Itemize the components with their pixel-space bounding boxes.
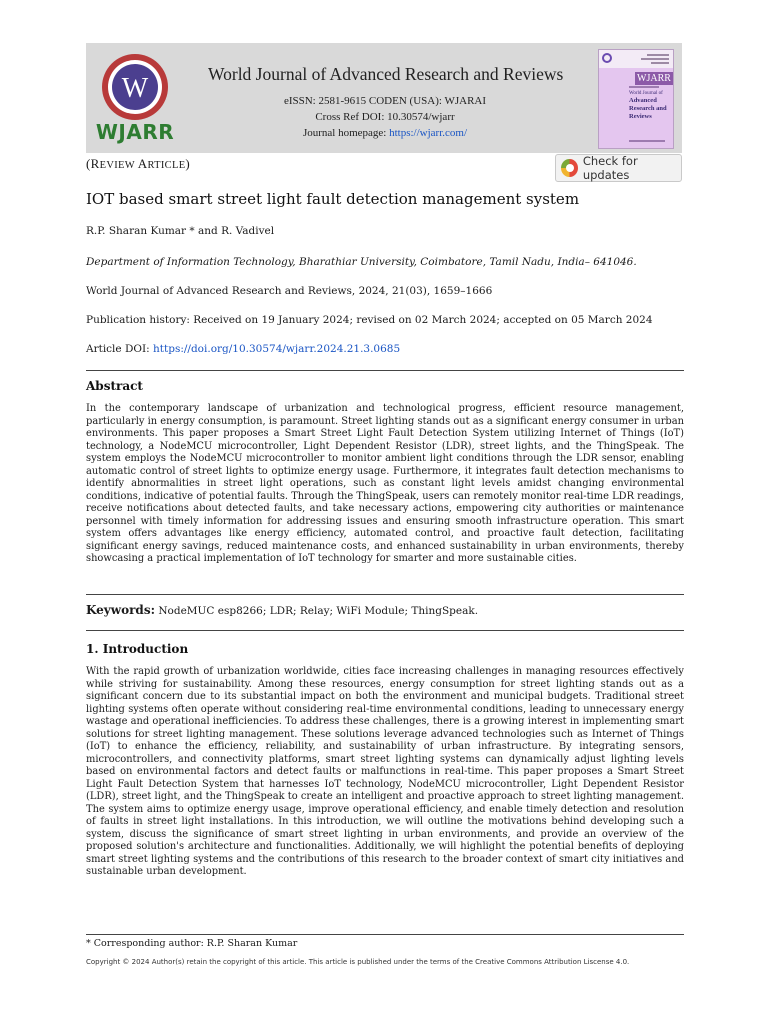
article-type-cap: A	[137, 156, 148, 171]
homepage-line	[200, 127, 570, 139]
eissn-line: eISSN: 2581-9615 CODEN (USA): WJARAI	[283, 95, 487, 107]
affiliation: Department of Information Technology, Bharathiar University, Coimbatore, Tamil Nadu, India– 641046.	[86, 256, 637, 268]
divider	[86, 594, 684, 595]
journal-logo	[95, 52, 175, 148]
article-type-rest: RTICLE	[147, 160, 186, 171]
cover-line	[629, 86, 659, 88]
publication-history: Publication history: Received on 19 January 2024; revised on 02 March 2024; accepted on 05 March 2024	[86, 314, 653, 326]
introduction-heading: 1. Introduction	[86, 642, 189, 656]
homepage-label: Journal homepage:	[302, 127, 390, 139]
divider	[86, 370, 684, 371]
cover-title-line: Research and	[629, 105, 667, 112]
keywords	[86, 603, 478, 617]
doi-label: Article DOI:	[86, 343, 154, 355]
article-title: IOT based smart street light fault detection management system	[86, 190, 580, 208]
copyright-notice: Copyright © 2024 Author(s) retain the copyright of this article. This article is published under the terms of the Creative Commons Attribution Liscense 4.0.	[86, 958, 630, 966]
corresponding-author-footnote: * Corresponding author: R.P. Sharan Kumar	[86, 938, 298, 949]
cover-line	[629, 140, 665, 142]
authors: R.P. Sharan Kumar * and R. Vadivel	[86, 225, 275, 237]
cover-wordmark: WJARR	[635, 72, 673, 85]
keywords-text: NodeMUC esp8266; LDR; Relay; WiFi Module; ThingSpeak.	[155, 605, 479, 617]
homepage-link[interactable]: https://wjarr.com/	[389, 127, 468, 139]
doi-link[interactable]: https://doi.org/10.30574/wjarr.2024.21.3.0685	[153, 343, 401, 355]
footnote-divider	[86, 934, 684, 935]
cover-title-line: World Journal of	[629, 91, 663, 96]
abstract-heading: Abstract	[86, 379, 143, 393]
check-for-updates-label: Check for updates	[582, 154, 638, 182]
journal-cover-thumbnail	[598, 49, 674, 149]
cover-line	[647, 54, 669, 56]
cover-title-line: Reviews	[629, 113, 652, 120]
keywords-label: Keywords:	[86, 603, 156, 617]
introduction-text: With the rapid growth of urbanization worldwide, cities face increasing challenges in managing resources effectively while striving for sustainability. Among these resources, energy consumption for street lighting stands out as a significant concern due to its substantial impact on both the environment and municipal budgets. Traditional street lighting systems often operate without considering real-time environmental conditions, leading to unnecessary energy wastage and operational inefficiencies. To address these challenges, there is a growing interest in implementing smart solutions for street lighting management. These solutions leverage advanced technologies such as Internet of Things (IoT) to enhance the efficiency, reliability, and sustainability of urban infrastructure. By integrating sensors, microcontrollers, and connectivity platforms, smart street lighting systems can dynamically adjust lighting levels based on environmental factors and detect faults or malfunctions in real-time. This paper proposes a Smart Street Light Fault Detection System that harnesses IoT technology, NodeMCU microcontroller, Light Dependent Resistor (LDR), street light, and the ThingSpeak to create an intelligent and proactive approach to street lighting management. The system aims to optimize energy usage, improve operational efficiency, and enable timely detection and resolution of faults in street light installations. In this introduction, we will outline the motivations behind developing such a system, discuss the significance of smart street lighting in urban environments, and provide an overview of the proposed solution's architecture and functionalities. Additionally, we will highlight the potential benefits of deploying smart street lighting systems and the contributions of this research to the broader context of smart city initiatives and sustainable urban development.	[86, 666, 684, 877]
journal-name: World Journal of Advanced Research and Reviews	[208, 64, 564, 84]
crossref-line: Cross Ref DOI: 10.30574/wjarr	[315, 111, 455, 123]
article-doi	[86, 343, 400, 355]
logo-emblem-icon	[95, 52, 175, 122]
cover-line	[641, 58, 669, 60]
cover-title	[629, 90, 673, 121]
article-type-rest: EVIEW	[99, 160, 135, 171]
abstract-text: In the contemporary landscape of urbanization and technological progress, efficient resource management, particularly in energy consumption, is paramount. Street lighting stands out as a significant energy consumer in urban environments. This paper proposes a Smart Street Light Fault Detection System utilizing Internet of Things (IoT) technology, a NodeMCU microcontroller, Light Dependent Resistor (LDR), street lights, and the ThingSpeak. The system employs the NodeMCU microcontroller to monitor ambient light conditions through the LDR sensor, enabling automatic control of street lights to optimize energy usage. Furthermore, it integrates fault detection mechanisms to identify abnormalities in street light operations, such as constant light levels amidst changing environmental conditions, indicative of potential faults. Through the ThingSpeak, users can remotely monitor real-time LDR readings, receive notifications about detected faults, and take necessary actions, empowering city authorities or maintenance personnel with timely information for addressing issues and ensuring smooth infrastructure operation. This smart system offers advantages like energy efficiency, automated control, and proactive fault detection, facilitating significant energy savings, reduced maintenance costs, and enhanced sustainability in urban environments, thereby showcasing a practical implementation of IoT technology for smarter and more sustainable cities.	[86, 403, 684, 564]
cover-title-line: Advanced	[629, 97, 657, 104]
check-for-updates-button[interactable]	[555, 154, 682, 182]
citation: World Journal of Advanced Research and Reviews, 2024, 21(03), 1659–1666	[86, 285, 493, 297]
cover-seal-icon	[602, 53, 612, 63]
article-type-paren: (	[86, 156, 91, 171]
article-type-cap: R	[90, 156, 100, 171]
article-type	[86, 156, 190, 172]
logo-letter: W	[121, 73, 149, 104]
crossmark-icon	[561, 159, 578, 177]
divider	[86, 630, 684, 631]
logo-wordmark: WJARR	[95, 120, 175, 144]
article-type-paren: )	[185, 156, 191, 171]
cover-line	[651, 62, 669, 64]
